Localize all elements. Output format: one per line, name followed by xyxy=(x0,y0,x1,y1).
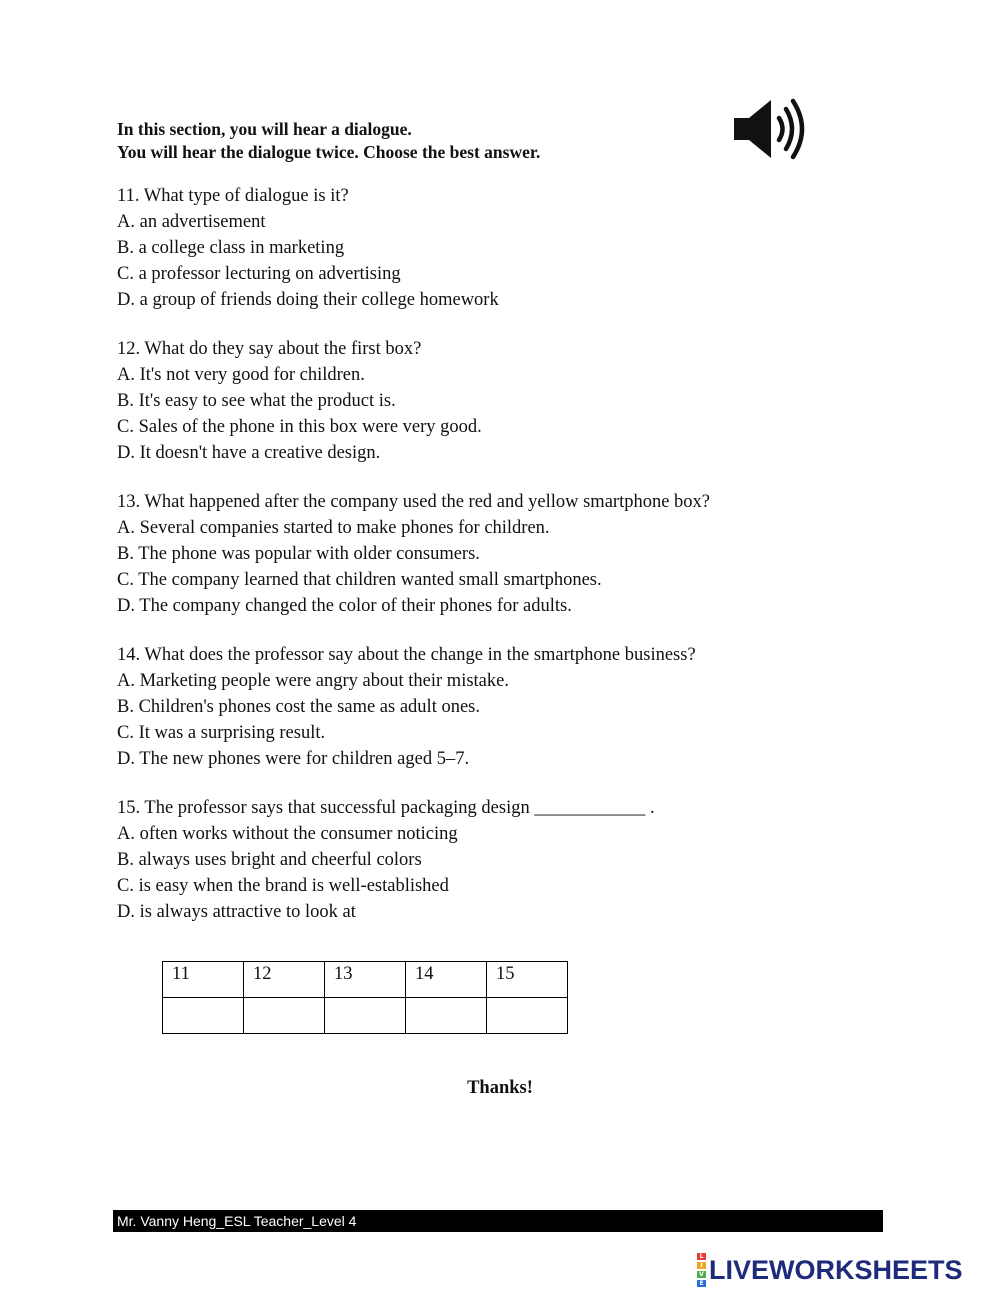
question-prompt: 12. What do they say about the first box? xyxy=(117,339,422,359)
answer-option: A. an advertisement xyxy=(117,212,266,232)
speaker-icon-graphic xyxy=(731,96,815,162)
answer-box-13[interactable] xyxy=(325,998,406,1034)
brand-logo-icon xyxy=(697,1252,706,1288)
answer-option: C. It was a surprising result. xyxy=(117,723,326,743)
question-11 xyxy=(117,183,817,313)
answer-option: C. The company learned that children wanted small smartphones. xyxy=(117,570,602,590)
answer-grid-input-row xyxy=(163,998,568,1034)
answer-option: D. is always attractive to look at xyxy=(117,902,356,922)
answer-option: B. It's easy to see what the product is. xyxy=(117,391,396,411)
answer-grid-header: 11 xyxy=(163,962,244,998)
question-12 xyxy=(117,336,817,466)
question-prompt: 15. The professor says that successful packaging design ____________ . xyxy=(117,798,655,818)
answer-option: B. Children's phones cost the same as adult ones. xyxy=(117,697,480,717)
answer-grid-header: 12 xyxy=(244,962,325,998)
instruction-line-1: In this section, you will hear a dialogue. xyxy=(117,119,412,139)
answer-grid-header: 13 xyxy=(325,962,406,998)
speaker-icon[interactable] xyxy=(731,96,815,162)
answer-box-14[interactable] xyxy=(406,998,487,1034)
closing-text: Thanks! xyxy=(467,1078,533,1098)
answer-option: A. often works without the consumer noticing xyxy=(117,824,458,844)
answer-option: C. is easy when the brand is well-established xyxy=(117,876,449,896)
question-14 xyxy=(117,642,817,772)
answer-option: B. always uses bright and cheerful colors xyxy=(117,850,422,870)
question-15 xyxy=(117,795,817,925)
answer-option: D. The new phones were for children aged 5–7. xyxy=(117,749,470,769)
answer-grid-header-row xyxy=(163,962,568,998)
answer-option: D. a group of friends doing their college homework xyxy=(117,290,499,310)
brand-logo-letter: I xyxy=(697,1262,706,1269)
answer-option: B. The phone was popular with older consumers. xyxy=(117,544,480,564)
answer-option: B. a college class in marketing xyxy=(117,238,345,258)
brand-watermark xyxy=(697,1254,963,1286)
brand-logo-letter: V xyxy=(697,1271,706,1278)
footer-text: Mr. Vanny Heng_ESL Teacher_Level 4 xyxy=(117,1213,357,1229)
footer-bar xyxy=(113,1210,883,1232)
question-prompt: 13. What happened after the company used the red and yellow smartphone box? xyxy=(117,492,711,512)
answer-grid xyxy=(162,961,568,1034)
question-13 xyxy=(117,489,817,619)
question-list xyxy=(117,183,817,948)
answer-box-15[interactable] xyxy=(487,998,568,1034)
answer-grid-header: 14 xyxy=(406,962,487,998)
instruction-line-2: You will hear the dialogue twice. Choose the best answer. xyxy=(117,142,541,162)
brand-logo-letter: L xyxy=(697,1253,706,1260)
brand-logo-letter: E xyxy=(697,1280,706,1287)
answer-option: C. a professor lecturing on advertising xyxy=(117,264,401,284)
instructions xyxy=(117,118,540,164)
answer-option: A. Several companies started to make phones for children. xyxy=(117,518,550,538)
brand-name: LIVEWORKSHEETS xyxy=(709,1254,963,1285)
question-prompt: 11. What type of dialogue is it? xyxy=(117,186,349,206)
answer-option: A. Marketing people were angry about their mistake. xyxy=(117,671,509,691)
answer-option: D. It doesn't have a creative design. xyxy=(117,443,381,463)
answer-option: C. Sales of the phone in this box were very good. xyxy=(117,417,482,437)
question-prompt: 14. What does the professor say about the change in the smartphone business? xyxy=(117,645,696,665)
answer-box-12[interactable] xyxy=(244,998,325,1034)
answer-option: A. It's not very good for children. xyxy=(117,365,365,385)
answer-grid-header: 15 xyxy=(487,962,568,998)
answer-option: D. The company changed the color of their phones for adults. xyxy=(117,596,572,616)
answer-box-11[interactable] xyxy=(163,998,244,1034)
